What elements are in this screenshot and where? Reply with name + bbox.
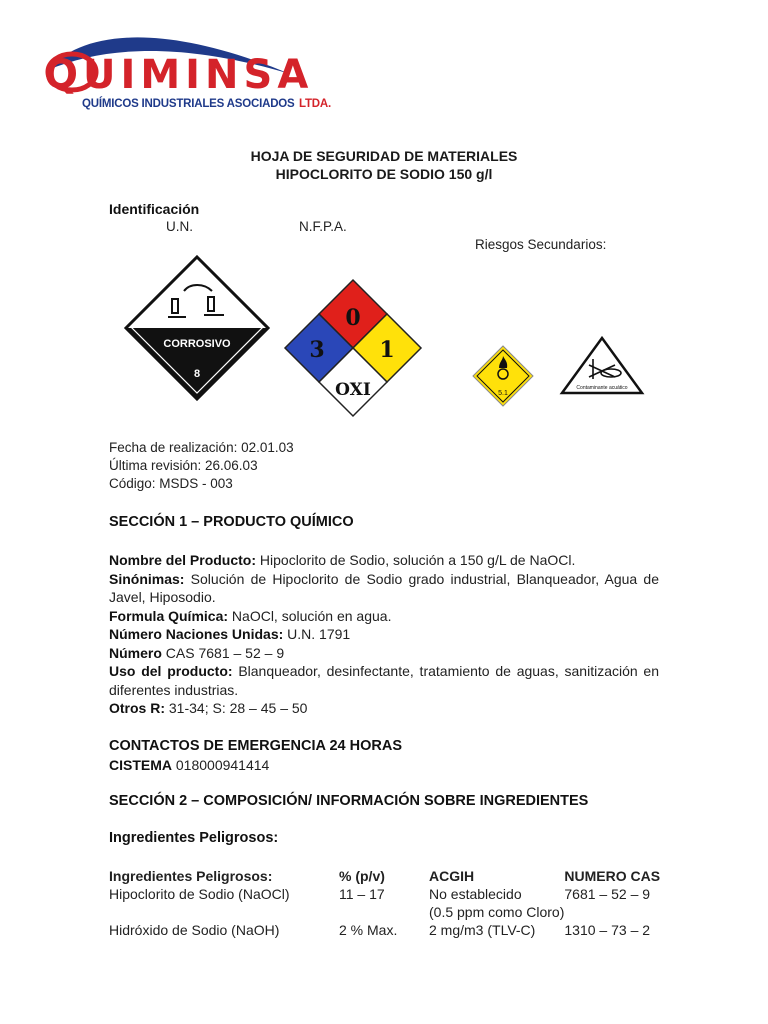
section1-title: SECCIÓN 1 – PRODUCTO QUÍMICO [109,514,354,530]
doc-title-line2: HIPOCLORITO DE SODIO 150 g/l [275,166,493,182]
nfpa-health: 3 [309,337,325,363]
section2-title: SECCIÓN 2 – COMPOSICIÓN/ INFORMACIÓN SOBRE INGREDIENTES [109,793,589,809]
nfpa-label: N.F.P.A. [299,219,347,234]
table-cell-acgih [429,885,564,921]
table-header: ACGIH [429,868,475,884]
cas-line [109,644,659,663]
synonyms-label: Sinónimas: [109,570,185,587]
acgih-value: No establecido [429,886,522,902]
cas-value: CAS 7681 – 52 – 9 [161,644,285,661]
table-row [109,885,674,921]
formula-value: NaOCl, solución en agua. [228,607,392,624]
logo-tagline-ltda: LTDA. [298,98,331,110]
table-cell-name: Hipoclorito de Sodio (NaOCl) [109,886,290,902]
formula-label: Formula Química: [109,607,229,624]
synonyms-line [109,570,659,607]
un-number-value: U.N. 1791 [283,626,351,642]
date-made: Fecha de realización: 02.01.03 [109,440,294,455]
corrosive-hazard-diamond [124,255,270,401]
product-name-label: Nombre del Producto: [109,552,257,568]
env-label: Contaminante acuático [576,385,628,391]
section2-subheading: Ingredientes Peligrosos: [109,830,279,846]
acgih-note: (0.5 ppm como Cloro) [429,904,565,920]
corrosive-label: CORROSIVO [163,338,231,350]
un-number-line [109,625,659,644]
emergency-system-label: CISTEMA [109,757,172,773]
date-revised: Última revisión: 26.06.03 [109,458,258,473]
company-logo [40,26,331,111]
table-row [109,921,674,939]
product-name-value: Hipoclorito de Sodio, solución a 150 g/L de NaOCl. [256,552,576,568]
ingredients-table [109,867,674,939]
use-label: Uso del producto: [109,663,233,679]
table-cell-acgih: 2 mg/m3 (TLV-C) [429,922,536,938]
formula-line [109,607,659,626]
un-number-label: Número Naciones Unidas: [109,626,284,642]
emergency-system-value: 018000941414 [172,757,270,773]
secondary-risks-label: Riesgos Secundarios: [475,237,607,252]
un-label: U.N. [166,219,193,234]
r-phrases-line [109,699,659,718]
doc-code: Código: MSDS - 003 [109,476,233,491]
table-cell-cas: 7681 – 52 – 9 [564,886,651,902]
oxidizer-hazard-diamond [471,344,535,408]
corrosive-class: 8 [193,368,201,380]
nfpa-reactivity: 1 [379,337,395,363]
logo-tagline [82,94,331,112]
section1-body [109,551,659,718]
emergency-title: CONTACTOS DE EMERGENCIA 24 HORAS [109,738,402,754]
r-phrases-value: 31-34; S: 28 – 45 – 50 [165,700,308,716]
table-header-row [109,867,674,885]
nfpa-flammability: 0 [345,305,361,331]
emergency-system-line [109,756,269,775]
doc-title-line1: HOJA DE SEGURIDAD DE MATERIALES [250,148,518,164]
product-name-line [109,551,659,570]
table-header: % (p/v) [339,868,385,884]
logo-wordmark: QUIMINSA [44,52,314,98]
nfpa-special: OXI [335,380,371,400]
environmental-hazard-triangle [559,335,645,397]
table-cell-pct: 2 % Max. [339,922,398,938]
table-cell-name: Hidróxido de Sodio (NaOH) [109,922,280,938]
synonyms-value: Solución de Hipoclorito de Sodio grado industrial, Blanqueador, Agua de Javel, Hiposodio. [109,570,659,605]
nfpa-diamond [283,278,423,418]
logo-tagline-main: QUÍMICOS INDUSTRIALES ASOCIADOS [82,98,295,110]
table-cell-cas: 1310 – 73 – 2 [564,922,651,938]
r-phrases-label: Otros R: [109,700,165,716]
table-header: Ingredientes Peligrosos: [109,868,273,884]
identification-heading: Identificación [109,201,200,217]
cas-label: Número [109,644,162,661]
use-line [109,662,659,699]
table-cell-pct: 11 – 17 [339,886,385,902]
use-value: Blanqueador, desinfectante, tratamiento de aguas, sanitización en diferentes industrias. [109,663,660,698]
oxidizer-class: 5.1 [498,390,508,397]
table-header: NUMERO CAS [564,868,661,884]
